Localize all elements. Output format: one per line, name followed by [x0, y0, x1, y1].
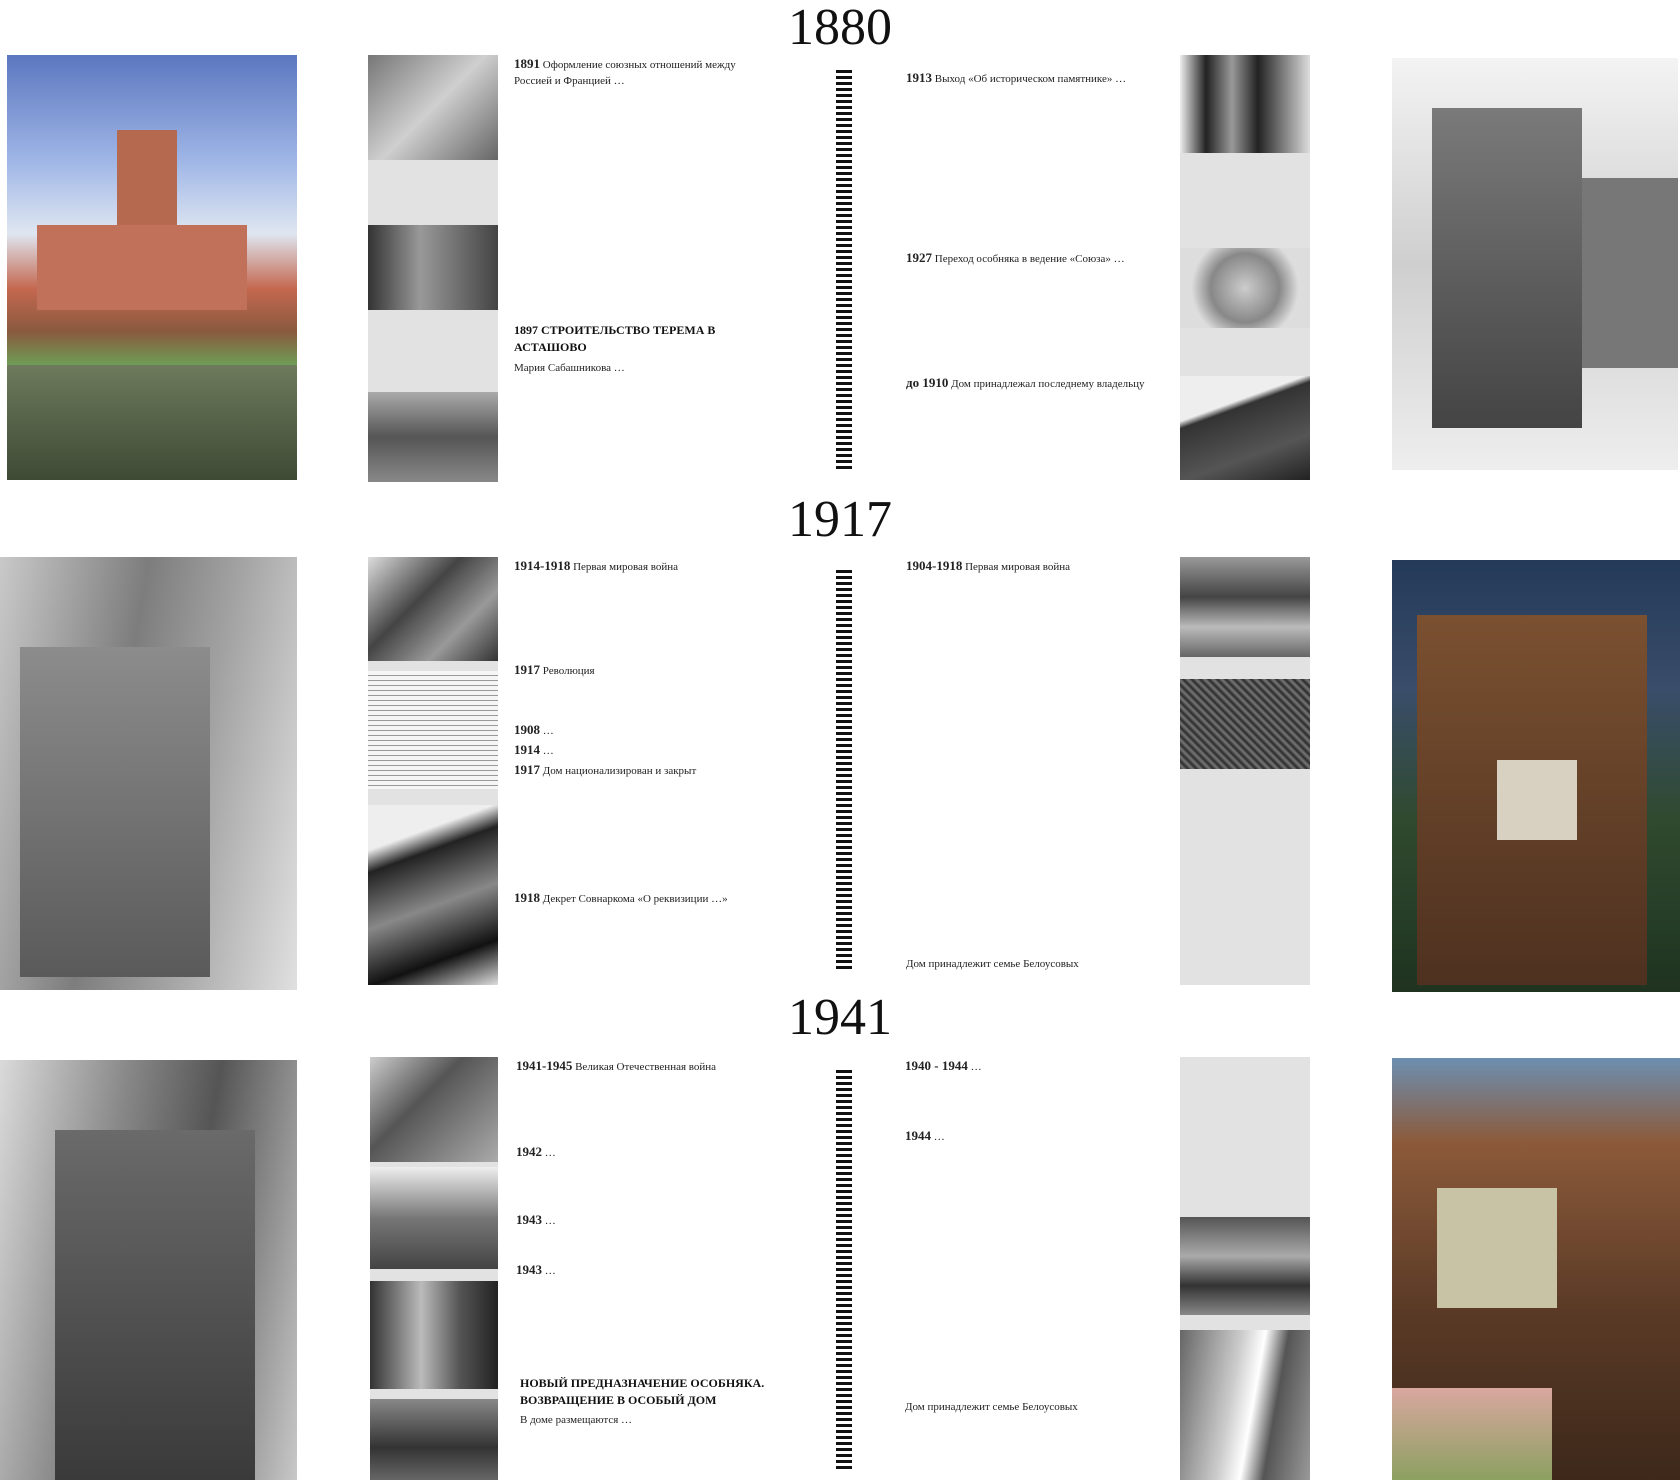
photo-house-brown-eaves [1392, 1058, 1680, 1480]
entry-text: Первая мировая война [965, 561, 1071, 573]
entry-text: Оформление союзных отношений между Россией и Францией … [514, 59, 736, 87]
entry-text: Декрет Совнаркома «О реквизиции …» [542, 893, 728, 905]
thumb-medallion [1180, 248, 1310, 328]
text-1943-a [516, 1212, 776, 1229]
entry-text: Великая Отечественная война [575, 1061, 717, 1073]
timeline-ruler [836, 1070, 852, 1472]
text-1927 [906, 250, 1166, 267]
photo-house-bw-2 [0, 1060, 297, 1480]
entry-text: Дом принадлежит семье Белоусовых [905, 1401, 1078, 1413]
thumb-portrait-couple [368, 225, 498, 310]
thumb-street-soldiers [1180, 557, 1310, 657]
text-owner-belousov-2 [905, 1398, 1165, 1415]
thumb-performance [370, 1281, 498, 1389]
blank-panel [370, 1389, 498, 1399]
blank-panel [368, 160, 498, 225]
text-1897: Мария Сабашникова … [514, 362, 625, 374]
thumb-storefront [1180, 1217, 1310, 1315]
year-heading-1941: 1941 [788, 989, 892, 1046]
text-1917-nationalized [514, 762, 774, 779]
year-label: 1940 - 1944 [905, 1058, 968, 1073]
entry-text: Выход «Об историческом памятнике» … [934, 73, 1127, 85]
year-heading-1880: 1880 [788, 0, 892, 56]
year-label: 1904-1918 [906, 558, 963, 573]
thumb-war-scene [370, 1057, 498, 1162]
blank-panel [1180, 328, 1310, 376]
blank-panel [1180, 1057, 1310, 1217]
entry-text: Дом принадлежит семье Белоусовых [906, 958, 1079, 970]
thumb-soldiers [368, 557, 498, 661]
entry-text: … [542, 745, 554, 757]
year-label: 1914 [514, 742, 540, 757]
year-label: 1908 [514, 722, 540, 737]
thumb-flag [1180, 1330, 1310, 1480]
entry-text: Переход особняка в ведение «Союза» … [934, 253, 1125, 265]
year-label: 1914-1918 [514, 558, 571, 573]
text-1940-1944 [905, 1058, 1165, 1075]
entry-text: Революция [542, 665, 595, 677]
heading-new-purpose: НОВЫЙ ПРЕДНАЗНАЧЕНИЕ ОСОБНЯКА. ВОЗВРАЩЕНИЕ В ОСОБЫЙ ДОМ [520, 1376, 765, 1407]
entry-text: … [544, 1265, 556, 1277]
text-1942 [516, 1144, 776, 1161]
year-label: 1897 [514, 323, 538, 337]
year-heading-1917: 1917 [788, 491, 892, 548]
entry-heading: СТРОИТЕЛЬСТВО ТЕРЕМА В АСТАШОВО [514, 323, 716, 354]
year-label: 1918 [514, 890, 540, 905]
thumb-crowd [1180, 679, 1310, 769]
blank-panel [370, 1269, 498, 1281]
thumb-newspaper [368, 671, 498, 789]
entry-text: Дом национализирован и закрыт [542, 765, 697, 777]
blank-panel [368, 310, 498, 392]
blank-panel [1180, 1315, 1310, 1330]
text-1908 [514, 722, 774, 739]
text-before-1910 [906, 375, 1166, 392]
text-1914 [514, 742, 774, 759]
blank-panel [1180, 769, 1310, 985]
blank-panel [368, 789, 498, 805]
year-label: 1943 [516, 1262, 542, 1277]
entry-text: … [544, 1215, 556, 1227]
entry-text: … [933, 1131, 945, 1143]
text-1943-b [516, 1262, 776, 1279]
photo-house-sketch [1392, 58, 1678, 470]
thumb-group-photo [368, 392, 498, 482]
entry-text: Дом принадлежал последнему владельцу [951, 378, 1145, 390]
entry-text: … [970, 1061, 982, 1073]
text-new-purpose: В доме размещаются … [520, 1414, 633, 1426]
text-1918 [514, 890, 774, 907]
year-label: до 1910 [906, 375, 949, 390]
photo-terem-color [7, 55, 297, 480]
timeline-ruler [836, 570, 852, 972]
timeline-ruler [836, 70, 852, 472]
year-label: 1942 [516, 1144, 542, 1159]
entry-text: … [544, 1147, 556, 1159]
year-label: 1941-1945 [516, 1058, 573, 1073]
text-1891 [514, 56, 774, 89]
photo-house-brown-gable [1392, 560, 1680, 992]
blank-panel [368, 661, 498, 671]
thumb-officers [1180, 55, 1310, 153]
entry-text: Первая мировая война [573, 561, 679, 573]
text-1913 [906, 70, 1166, 87]
year-label: 1943 [516, 1212, 542, 1227]
entry-text: … [542, 725, 554, 737]
thumb-city-ruins [370, 1167, 498, 1269]
text-1917 [514, 662, 774, 679]
thumb-poster [368, 805, 498, 985]
heading-1897 [514, 322, 774, 356]
year-label: 1927 [906, 250, 932, 265]
photo-house-bw-1 [0, 557, 297, 990]
year-label: 1917 [514, 662, 540, 677]
blank-panel [1180, 657, 1310, 679]
thumb-roof-detail [1180, 376, 1310, 480]
year-label: 1917 [514, 762, 540, 777]
thumb-interior [370, 1399, 498, 1480]
text-1914-1918 [514, 558, 774, 575]
blank-panel [1180, 153, 1310, 248]
thumb-coat-of-arms [368, 55, 498, 160]
year-label: 1944 [905, 1128, 931, 1143]
text-1904-1918 [906, 558, 1166, 575]
text-owner-belousov [906, 955, 1166, 972]
year-label: 1913 [906, 70, 932, 85]
text-1941-1945 [516, 1058, 776, 1075]
year-label: 1891 [514, 56, 540, 71]
text-1944 [905, 1128, 1165, 1145]
